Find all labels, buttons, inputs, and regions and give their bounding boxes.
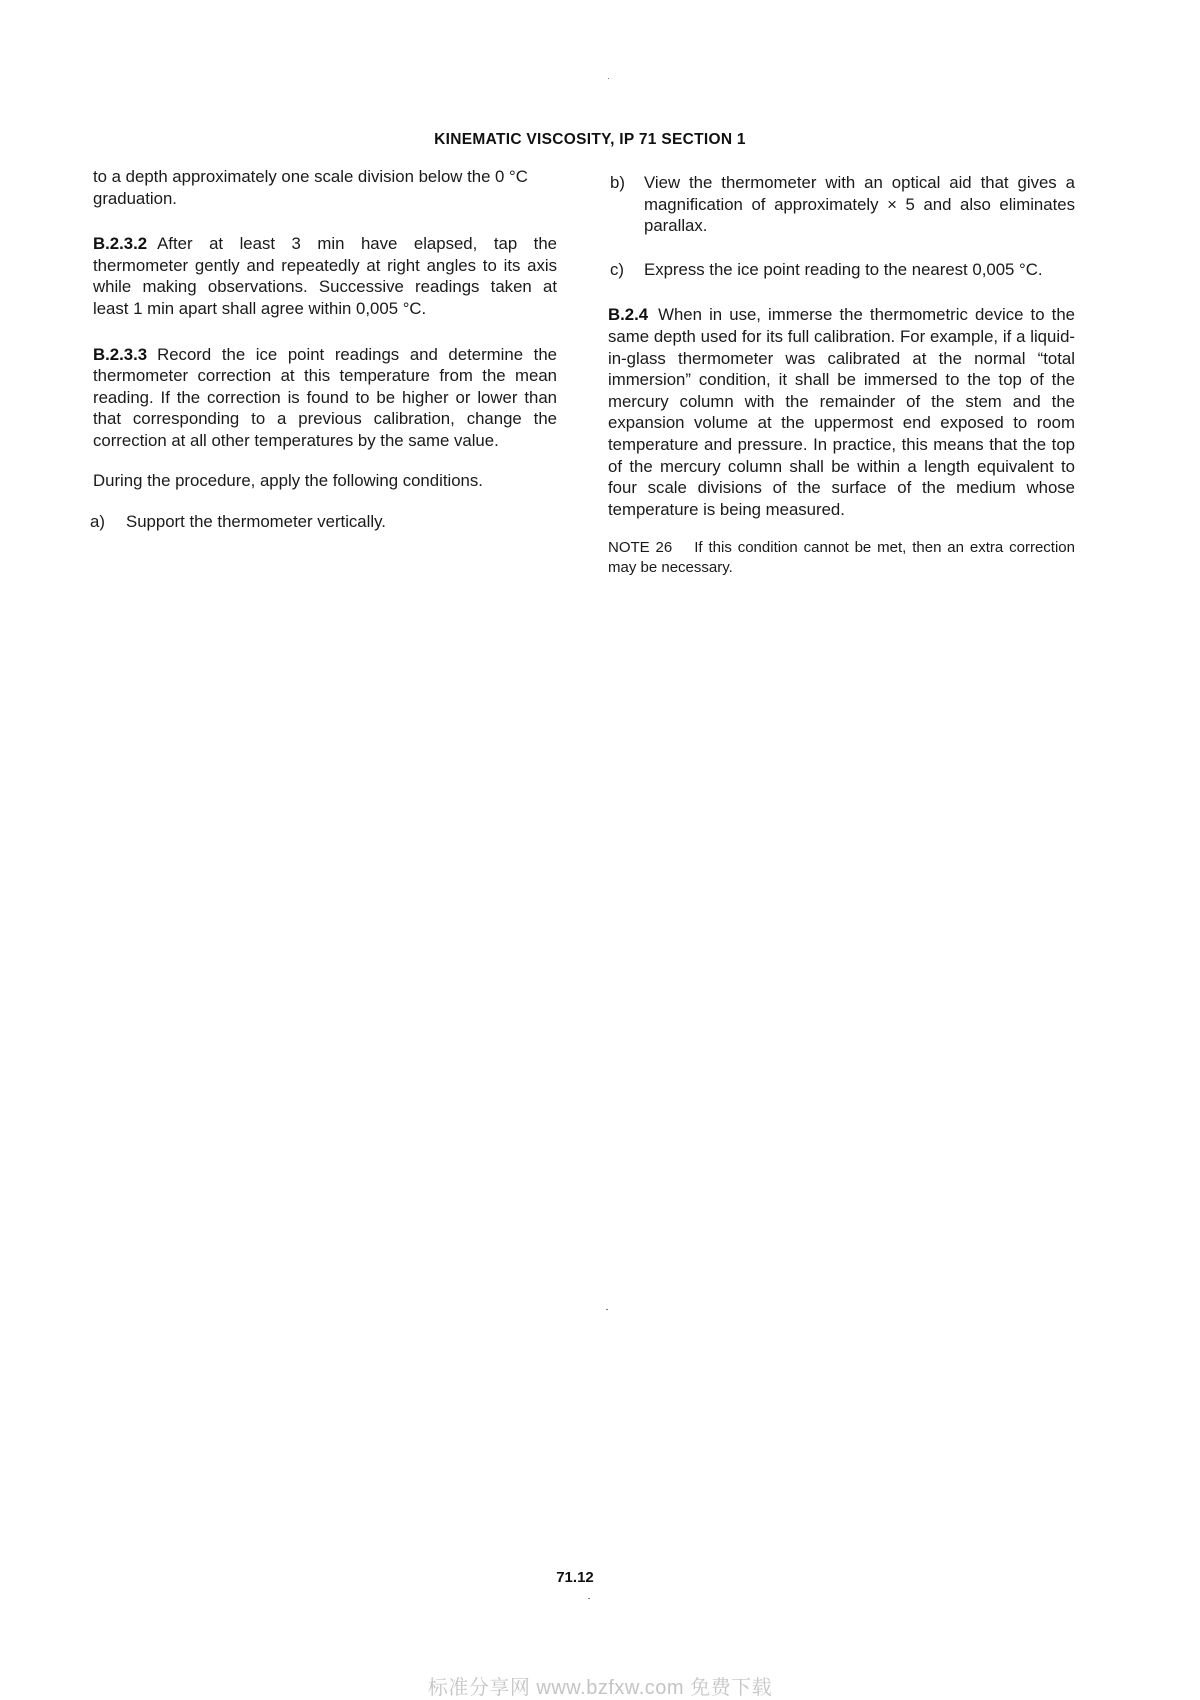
list-item-text: Support the thermometer vertically. (126, 512, 386, 532)
clause-number: B.2.4 (608, 305, 649, 325)
clause-b24 (608, 304, 1075, 520)
continuation-paragraph: to a depth approximately one scale division below the 0 °C graduation. (93, 167, 528, 208)
list-item-text: Express the ice point reading to the nearest 0,005 °C. (644, 259, 1043, 279)
list-marker: b) (610, 173, 625, 192)
note-text: If this condition cannot be met, then an extra correction may be necessary. (608, 539, 1075, 577)
left-column (90, 166, 557, 533)
clause-b233 (93, 344, 557, 452)
page-number: 71.12 (556, 1569, 594, 1586)
clause-number: B.2.3.3 (93, 344, 148, 364)
scan-speck (606, 1309, 608, 1310)
list-marker: a) (90, 512, 105, 532)
list-marker: c) (610, 259, 624, 279)
list-item-c (608, 259, 1075, 281)
list-item-b (608, 172, 1075, 237)
note-label: NOTE 26 (608, 539, 673, 557)
right-column (608, 172, 1075, 578)
clause-number: B.2.3.2 (93, 234, 148, 254)
clause-text: When in use, immerse the thermometric device to the same depth used for its full calibration. For example, if a liquid-in-glass thermometer was calibrated at the normal “total immersion” condition, it shall be immersed to the top of the mercury column with the remainder of the stem and the expansion volume at the uppermost end exposed to room temperature and pressure. In practice, this means that the top of the mercury column shall be within a length equivalent to four scale divisions of the surface of the medium whose temperature is being measured. (608, 305, 1075, 519)
list-item-a (90, 511, 557, 533)
scan-speck (588, 1598, 590, 1599)
clause-b232 (93, 233, 557, 319)
note-26 (608, 538, 1075, 578)
clause-text: After at least 3 min have elapsed, tap the thermometer gently and repeatedly at right angles to its axis while making observations. Successive readings taken at least 1 min apart shall agree within 0,005 °C. (93, 234, 557, 318)
scan-speck (608, 78, 609, 79)
conditions-intro: During the procedure, apply the following conditions. (93, 470, 483, 490)
list-item-text: View the thermometer with an optical aid that gives a magnification of approximately × 5 and also eliminates parallax. (644, 173, 1075, 236)
watermark: 标准分享网 www.bzfxw.com 免费下载 (427, 1677, 773, 1699)
clause-text: Record the ice point readings and determine the thermometer correction at this temperature from the mean reading. If the correction is found to be higher or lower than that corresponding to a previous calibration, change the correction at all other temperatures by the same value. (93, 344, 557, 450)
running-header: KINEMATIC VISCOSITY, IP 71 SECTION 1 (434, 131, 746, 148)
